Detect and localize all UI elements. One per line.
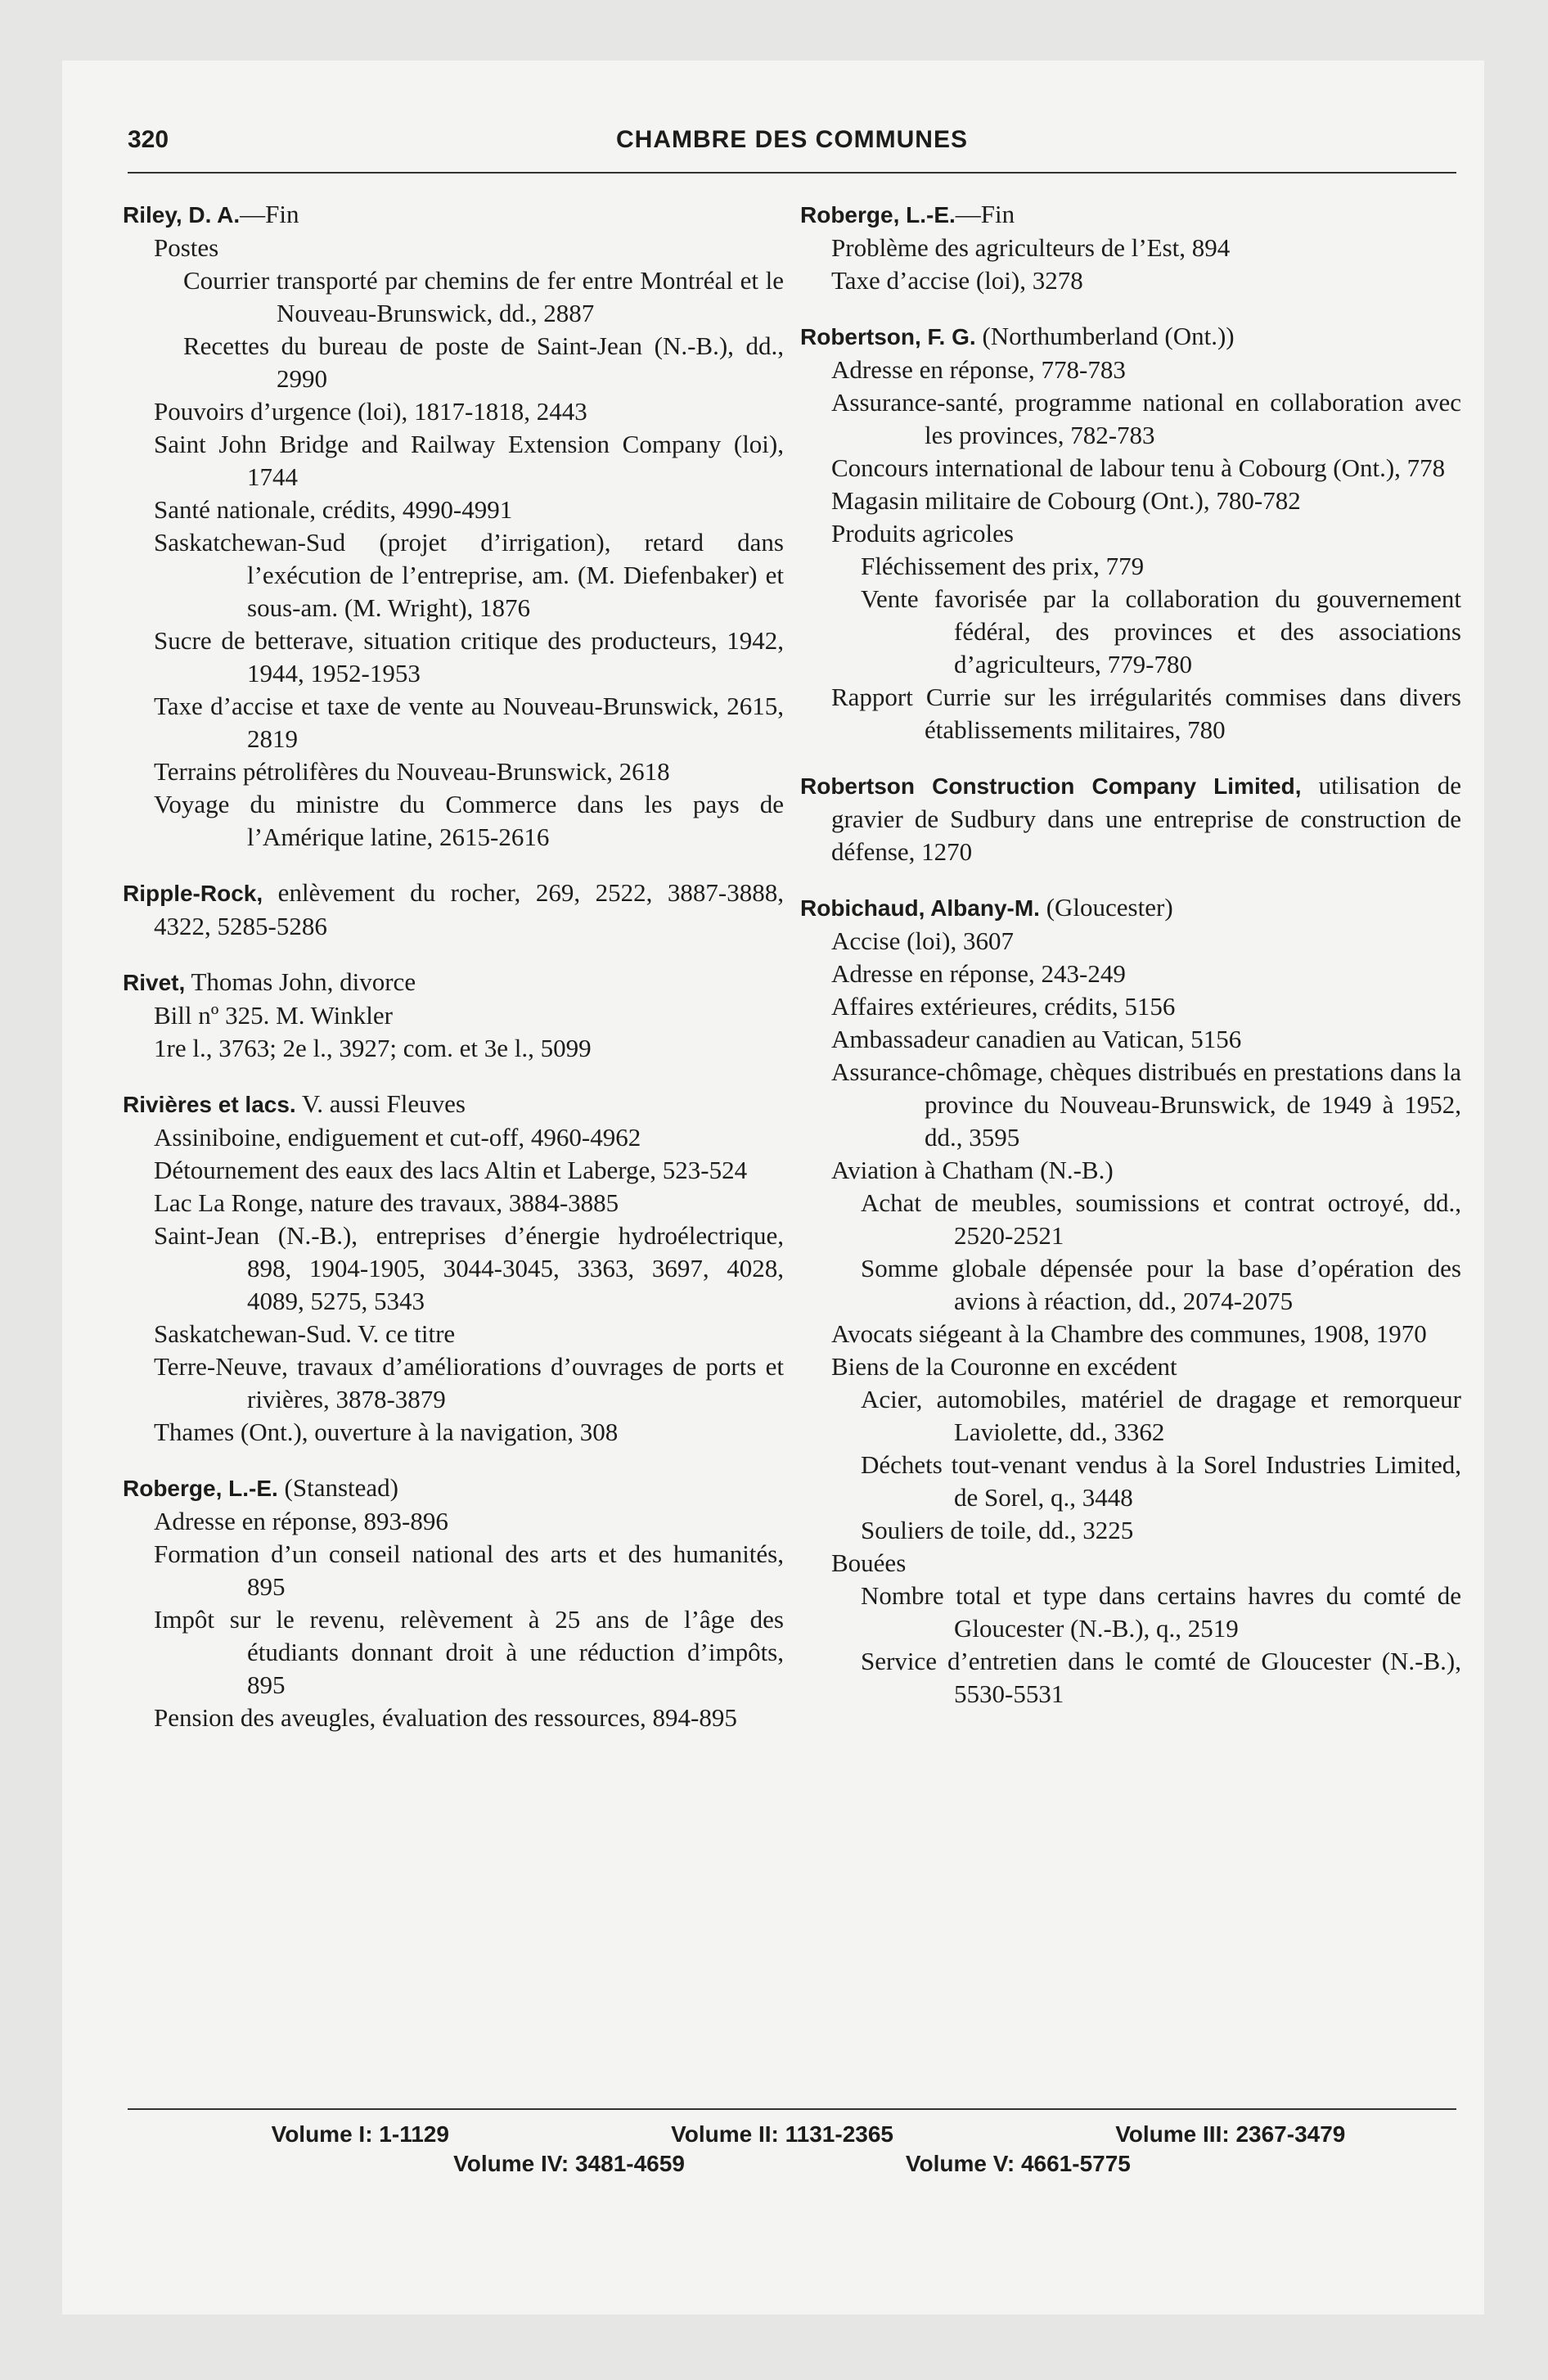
sub-subentry: Achat de meubles, soumissions et contrat octroyé, dd., 2520-2521 — [861, 1188, 1461, 1250]
sub-subentry: Fléchissement des prix, 779 — [861, 552, 1145, 580]
sub-subentry: Acier, automobiles, matériel de dragage et remorqueur Laviolette, dd., 3362 — [861, 1385, 1461, 1446]
footer-volumes-row-1 — [128, 2121, 1456, 2148]
subentry: Saskatchewan-Sud (projet d’irrigation), retard dans l’exécution de l’entreprise, am. (M. Diefenbaker) et sous-am. (M. Wright), 1876 — [154, 528, 784, 622]
page-number: 320 — [128, 126, 169, 153]
subentry: Formation d’un conseil national des arts et des humanités, 895 — [154, 1539, 784, 1601]
entry-heading-name: Riley, D. A. — [123, 202, 241, 228]
entry-heading — [800, 891, 1461, 925]
entry-heading-suffix: (Stanstead) — [277, 1473, 399, 1502]
index-entry — [123, 877, 784, 943]
footer-volumes-row-2 — [128, 2151, 1456, 2177]
entry-heading-suffix: utilisation de gravier de Sudbury dans une entreprise de construction de défense, 1270 — [831, 771, 1461, 866]
running-header — [128, 126, 1456, 174]
sub-subentry: Déchets tout-venant vendus à la Sorel Industries Limited, de Sorel, q., 3448 — [861, 1450, 1461, 1512]
entry-heading-name: Roberge, L.-E. — [123, 1476, 278, 1501]
sub-subentry: Souliers de toile, dd., 3225 — [861, 1516, 1134, 1544]
sub-subentry: Somme globale dépensée pour la base d’opération des avions à réaction, dd., 2074-2075 — [861, 1254, 1461, 1315]
subentry: Biens de la Couronne en excédent — [831, 1352, 1177, 1381]
entry-heading-suffix: (Gloucester) — [1039, 893, 1173, 922]
subentry: Bouées — [831, 1548, 907, 1577]
sub-subentry: Courrier transporté par chemins de fer entre Montréal et le Nouveau-Brunswick, dd., 2887 — [183, 266, 784, 327]
subentry: Concours international de labour tenu à Cobourg (Ont.), 778 — [831, 453, 1446, 482]
sub-subentry: Vente favorisée par la collaboration du gouvernement fédéral, des provinces et des associations d’agriculteurs, 779-780 — [861, 584, 1461, 678]
entry-heading-name: Robichaud, Albany-M. — [800, 895, 1040, 921]
index-entry — [123, 1472, 784, 1734]
subentry: Adresse en réponse, 893-896 — [154, 1507, 448, 1535]
subentry: Terre-Neuve, travaux d’améliorations d’ouvrages de ports et rivières, 3878-3879 — [154, 1352, 784, 1413]
subentry: Détournement des eaux des lacs Altin et Laberge, 523-524 — [154, 1156, 748, 1184]
entry-heading — [800, 769, 1461, 868]
entry-heading — [123, 966, 784, 999]
entry-heading-suffix: (Northumberland (Ont.)) — [975, 322, 1235, 350]
subentry: Assurance-santé, programme national en collaboration avec les provinces, 782-783 — [831, 388, 1461, 449]
subentry: Sucre de betterave, situation critique des producteurs, 1942, 1944, 1952-1953 — [154, 626, 784, 687]
sub-subentry: Nombre total et type dans certains havres du comté de Gloucester (N.-B.), q., 2519 — [861, 1581, 1461, 1643]
entry-heading — [123, 877, 784, 943]
subentry: Taxe d’accise et taxe de vente au Nouveau-Brunswick, 2615, 2819 — [154, 692, 784, 753]
sub-subentry: Service d’entretien dans le comté de Gloucester (N.-B.), 5530-5531 — [861, 1647, 1461, 1708]
entry-heading — [800, 320, 1461, 354]
entry-heading-name: Rivières et lacs. — [123, 1092, 296, 1117]
subentry: Terrains pétrolifères du Nouveau-Brunswick, 2618 — [154, 757, 670, 786]
index-entry — [800, 891, 1461, 1711]
subentry: Magasin militaire de Cobourg (Ont.), 780-782 — [831, 486, 1301, 515]
subentry: Accise (loi), 3607 — [831, 926, 1014, 955]
footer-volume-2: Volume II: 1131-2365 — [671, 2121, 893, 2147]
index-entry — [123, 198, 784, 854]
index-entry — [123, 1088, 784, 1449]
entry-heading-name: Roberge, L.-E. — [800, 202, 956, 228]
subentry: Saskatchewan-Sud. V. ce titre — [154, 1319, 456, 1348]
entry-heading-suffix: V. aussi Fleuves — [295, 1089, 466, 1118]
index-entry — [800, 769, 1461, 868]
entry-heading-name: Rivet, — [123, 970, 186, 995]
subentry: Pension des aveugles, évaluation des ressources, 894-895 — [154, 1703, 737, 1732]
footer-volume-3: Volume III: 2367-3479 — [1115, 2121, 1346, 2147]
subentry: Rapport Currie sur les irrégularités commises dans divers établissements militaires, 780 — [831, 683, 1461, 744]
index-entry — [800, 198, 1461, 297]
entry-heading — [123, 1472, 784, 1505]
entry-heading-suffix: —Fin — [240, 200, 299, 228]
subentry: 1re l., 3763; 2e l., 3927; com. et 3e l., 5099 — [154, 1034, 592, 1062]
entry-heading-suffix: —Fin — [955, 200, 1015, 228]
subentry: Avocats siégeant à la Chambre des communes, 1908, 1970 — [831, 1319, 1427, 1348]
subentry: Lac La Ronge, nature des travaux, 3884-3885 — [154, 1188, 619, 1217]
subentry: Ambassadeur canadien au Vatican, 5156 — [831, 1025, 1242, 1053]
subentry: Pouvoirs d’urgence (loi), 1817-1818, 2443 — [154, 397, 587, 426]
subentry: Produits agricoles — [831, 519, 1014, 548]
footer-rule — [128, 2108, 1456, 2110]
subentry: Taxe d’accise (loi), 3278 — [831, 266, 1083, 295]
entry-heading — [123, 198, 784, 232]
subentry: Adresse en réponse, 243-249 — [831, 959, 1126, 988]
subentry: Bill nº 325. M. Winkler — [154, 1001, 393, 1030]
entry-heading-suffix: Thomas John, divorce — [185, 967, 416, 996]
footer-volume-5: Volume V: 4661-5775 — [905, 2151, 1131, 2176]
page-title: CHAMBRE DES COMMUNES — [615, 126, 968, 153]
entry-heading — [123, 1088, 784, 1121]
entry-heading-suffix: enlèvement du rocher, 269, 2522, 3887-3888, 4322, 5285-5286 — [154, 878, 784, 940]
subentry: Problème des agriculteurs de l’Est, 894 — [831, 233, 1231, 262]
subentry: Voyage du ministre du Commerce dans les pays de l’Amérique latine, 2615-2616 — [154, 790, 784, 851]
subentry: Postes — [154, 233, 219, 262]
subentry: Assurance-chômage, chèques distribués en prestations dans la province du Nouveau-Brunswick, de 1949 à 1952, dd., 3595 — [831, 1057, 1461, 1152]
entry-heading-name: Ripple-Rock, — [123, 881, 263, 906]
index-entry — [800, 320, 1461, 746]
entry-heading-name: Robertson Construction Company Limited, — [800, 773, 1302, 799]
subentry: Santé nationale, crédits, 4990-4991 — [154, 495, 513, 524]
subentry: Affaires extérieures, crédits, 5156 — [831, 992, 1176, 1021]
subentry: Saint-Jean (N.-B.), entreprises d’énergie hydroélectrique, 898, 1904-1905, 3044-3045, 3363, 3697, 4028, 4089, 5275, 5343 — [154, 1221, 784, 1315]
footer-volume-1: Volume I: 1-1129 — [271, 2121, 449, 2147]
left-column — [123, 198, 784, 1757]
subentry: Aviation à Chatham (N.-B.) — [831, 1156, 1114, 1184]
subentry: Assiniboine, endiguement et cut-off, 4960-4962 — [154, 1123, 641, 1152]
subentry: Adresse en réponse, 778-783 — [831, 355, 1126, 384]
sub-subentry: Recettes du bureau de poste de Saint-Jean (N.-B.), dd., 2990 — [183, 331, 784, 393]
subentry: Impôt sur le revenu, relèvement à 25 ans de l’âge des étudiants donnant droit à une réduction d’impôts, 895 — [154, 1605, 784, 1699]
subentry: Thames (Ont.), ouverture à la navigation, 308 — [154, 1418, 619, 1446]
subentry: Saint John Bridge and Railway Extension Company (loi), 1744 — [154, 430, 784, 491]
entry-heading — [800, 198, 1461, 232]
index-entry — [123, 966, 784, 1065]
footer-volume-4: Volume IV: 3481-4659 — [453, 2151, 685, 2176]
entry-heading-name: Robertson, F. G. — [800, 324, 976, 349]
right-column — [800, 198, 1461, 1733]
